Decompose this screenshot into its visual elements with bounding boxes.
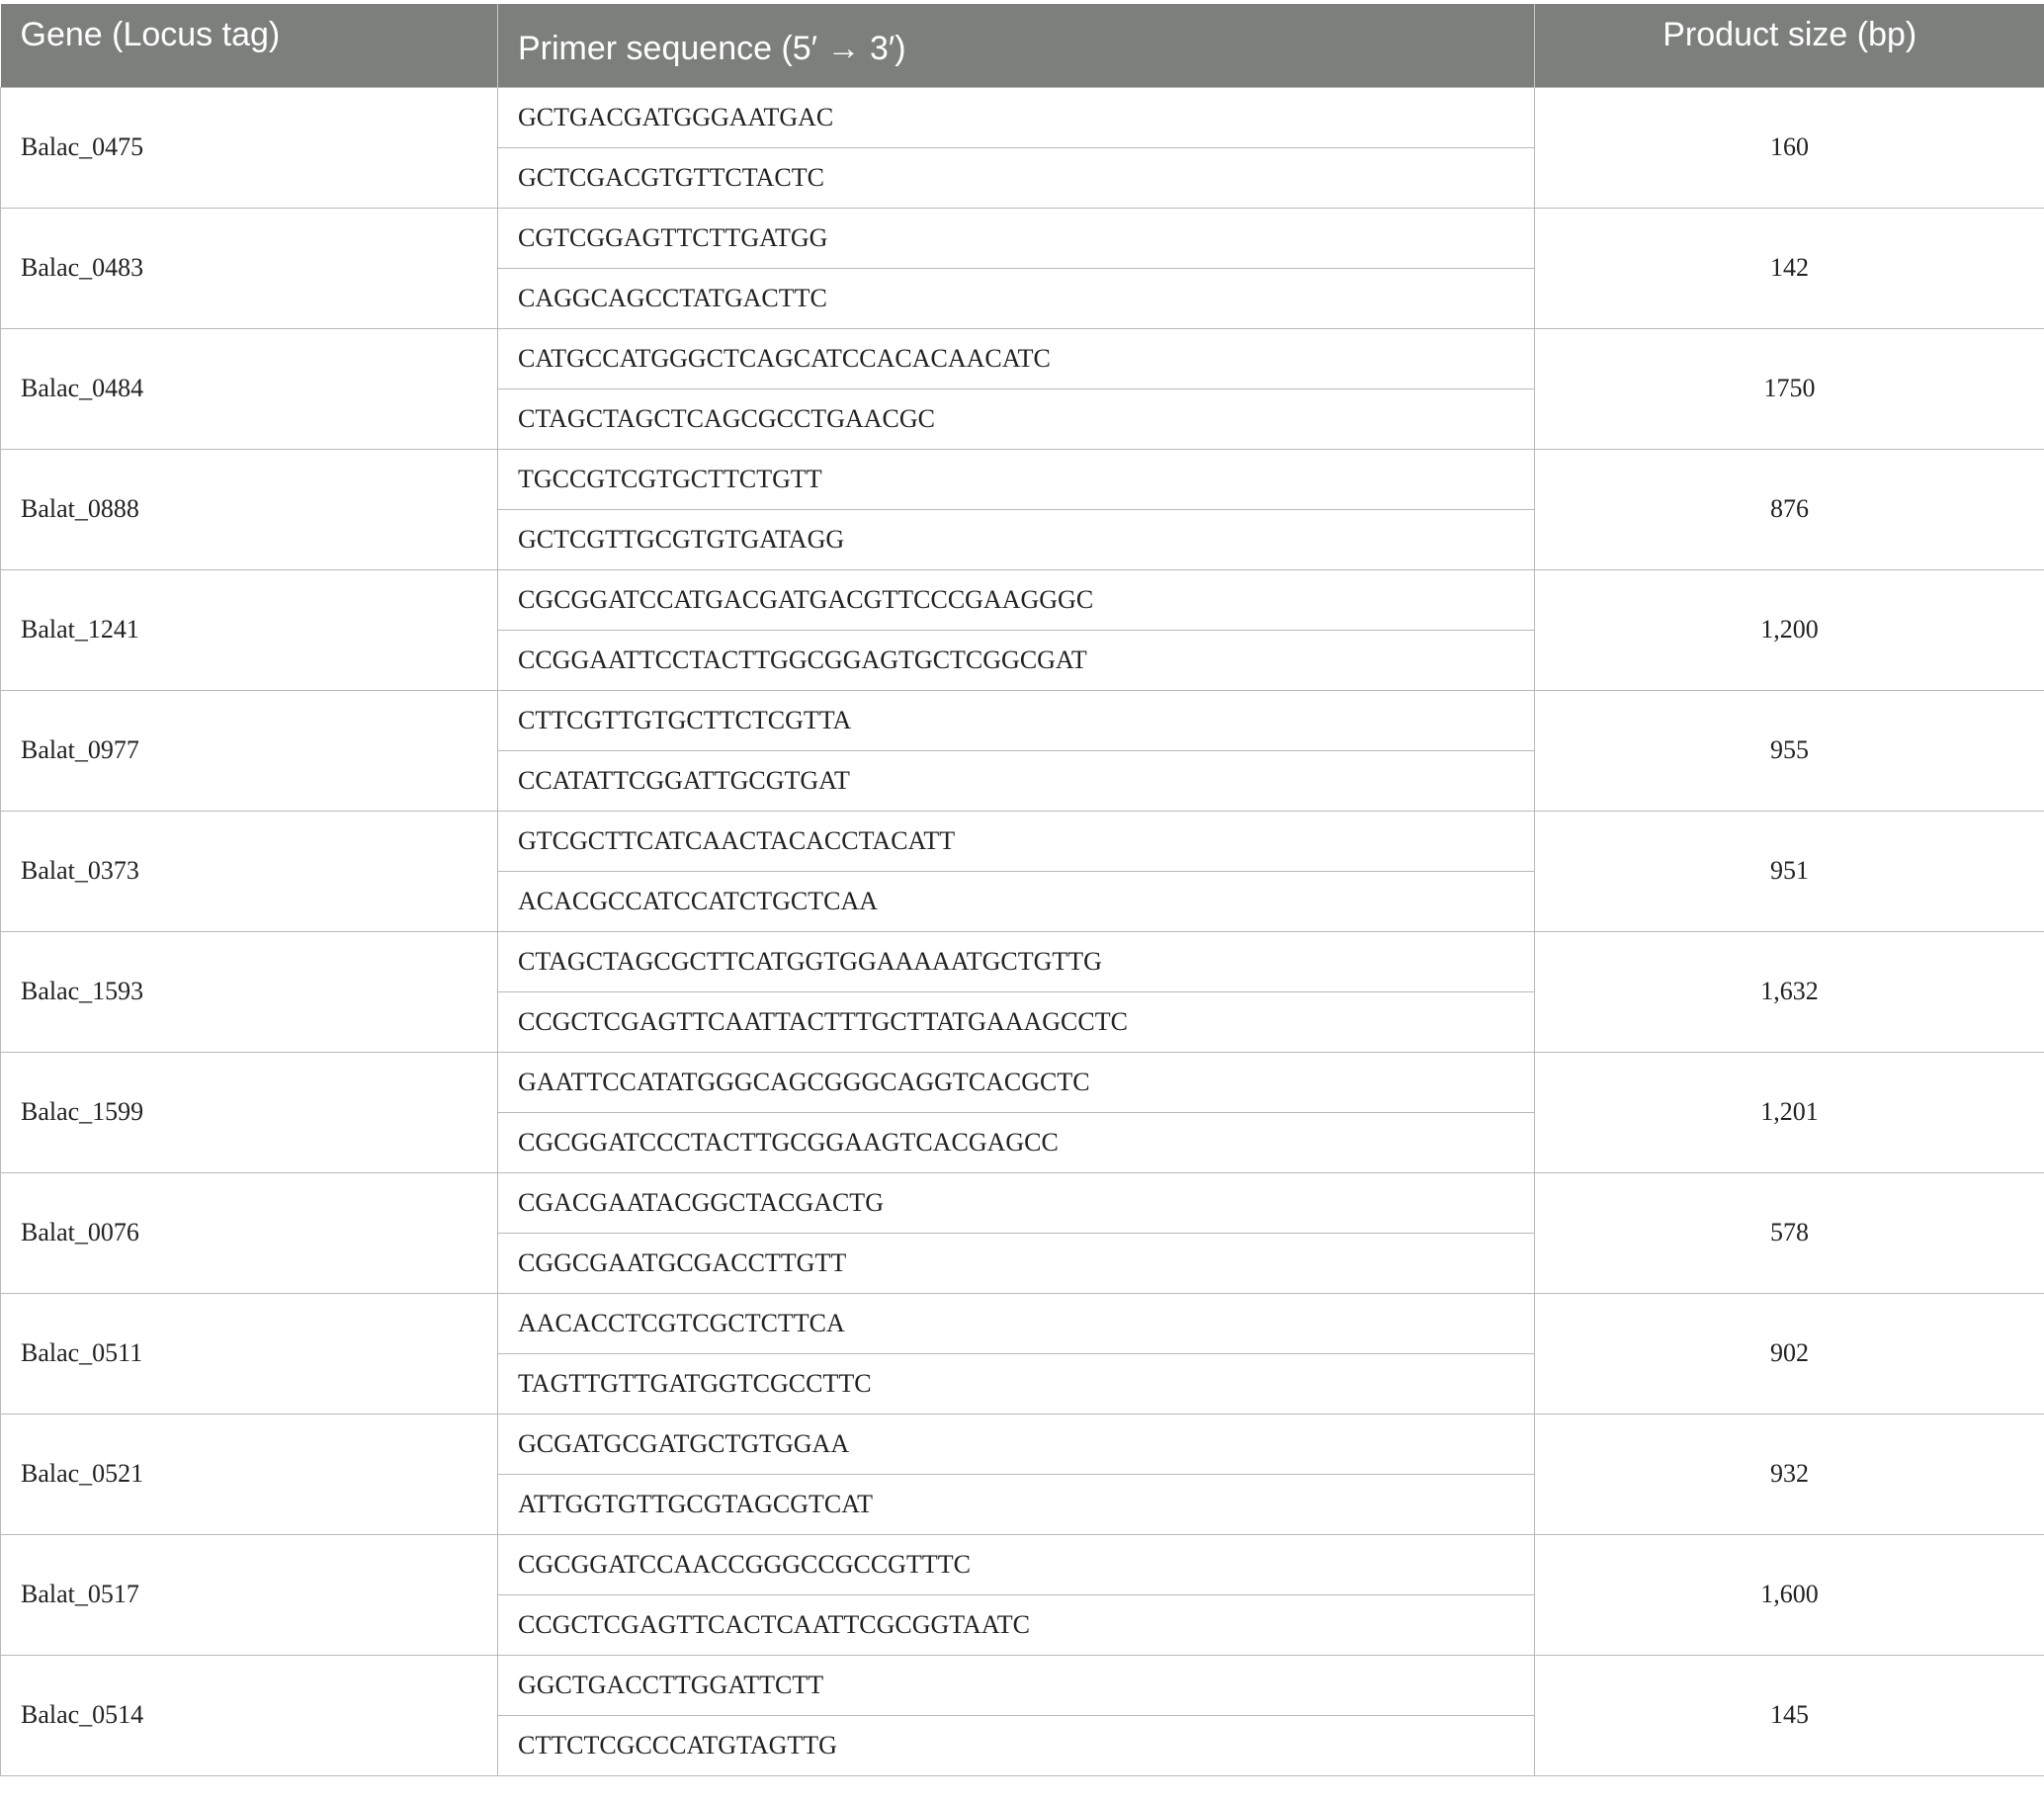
table-body — [1, 87, 2044, 1775]
gene-locus-tag: Balat_0888 — [1, 449, 498, 569]
table-row — [1, 1534, 2044, 1594]
product-size: 142 — [1535, 208, 2044, 328]
product-size: 876 — [1535, 449, 2044, 569]
gene-locus-tag: Balat_0373 — [1, 811, 498, 931]
table-row — [1, 449, 2044, 509]
reverse-primer: CCGGAATTCCTACTTGGCGGAGTGCTCGGCGAT — [498, 630, 1535, 690]
gene-locus-tag: Balac_0521 — [1, 1414, 498, 1534]
product-size: 951 — [1535, 811, 2044, 931]
reverse-primer: CTTCTCGCCCATGTAGTTG — [498, 1715, 1535, 1775]
forward-primer: TGCCGTCGTGCTTCTGTT — [498, 449, 1535, 509]
reverse-primer: CCATATTCGGATTGCGTGAT — [498, 750, 1535, 811]
header-primer-sequence: Primer sequence (5′ → 3′) — [498, 4, 1535, 87]
forward-primer: GGCTGACCTTGGATTCTT — [498, 1655, 1535, 1715]
forward-primer: CGCGGATCCAACCGGGCCGCCGTTTC — [498, 1534, 1535, 1594]
table-row — [1, 569, 2044, 630]
table-row — [1, 87, 2044, 147]
reverse-primer: CGGCGAATGCGACCTTGTT — [498, 1233, 1535, 1293]
table-row — [1, 1655, 2044, 1715]
table-row — [1, 1052, 2044, 1112]
table-row — [1, 931, 2044, 991]
header-product-size: Product size (bp) — [1535, 4, 2044, 87]
gene-locus-tag: Balac_0484 — [1, 328, 498, 449]
product-size: 1,600 — [1535, 1534, 2044, 1655]
gene-locus-tag: Balac_0511 — [1, 1293, 498, 1414]
forward-primer: CGCGGATCCATGACGATGACGTTCCCGAAGGGC — [498, 569, 1535, 630]
reverse-primer: CCGCTCGAGTTCACTCAATTCGCGGTAATC — [498, 1594, 1535, 1655]
forward-primer: CTTCGTTGTGCTTCTCGTTA — [498, 690, 1535, 750]
gene-locus-tag: Balat_0517 — [1, 1534, 498, 1655]
table-row — [1, 1414, 2044, 1474]
table-header — [1, 4, 2044, 87]
reverse-primer: CAGGCAGCCTATGACTTC — [498, 268, 1535, 328]
primer-table — [0, 4, 2044, 1776]
gene-locus-tag: Balac_0514 — [1, 1655, 498, 1775]
reverse-primer: GCTCGACGTGTTCTACTC — [498, 147, 1535, 208]
product-size: 955 — [1535, 690, 2044, 811]
forward-primer: CTAGCTAGCGCTTCATGGTGGAAAAATGCTGTTG — [498, 931, 1535, 991]
table-row — [1, 208, 2044, 268]
gene-locus-tag: Balac_1599 — [1, 1052, 498, 1172]
forward-primer: CATGCCATGGGCTCAGCATCCACACAACATC — [498, 328, 1535, 388]
reverse-primer: CTAGCTAGCTCAGCGCCTGAACGC — [498, 388, 1535, 449]
forward-primer: GCGATGCGATGCTGTGGAA — [498, 1414, 1535, 1474]
header-gene: Gene (Locus tag) — [1, 4, 498, 87]
reverse-primer: TAGTTGTTGATGGTCGCCTTC — [498, 1353, 1535, 1414]
product-size: 1,632 — [1535, 931, 2044, 1052]
gene-locus-tag: Balat_1241 — [1, 569, 498, 690]
product-size: 1,201 — [1535, 1052, 2044, 1172]
product-size: 1,200 — [1535, 569, 2044, 690]
gene-locus-tag: Balac_0483 — [1, 208, 498, 328]
product-size: 902 — [1535, 1293, 2044, 1414]
table-row — [1, 690, 2044, 750]
forward-primer: GTCGCTTCATCAACTACACCTACATT — [498, 811, 1535, 871]
forward-primer: AACACCTCGTCGCTCTTCA — [498, 1293, 1535, 1353]
gene-locus-tag: Balat_0977 — [1, 690, 498, 811]
gene-locus-tag: Balac_1593 — [1, 931, 498, 1052]
product-size: 932 — [1535, 1414, 2044, 1534]
table-row — [1, 328, 2044, 388]
product-size: 160 — [1535, 87, 2044, 208]
reverse-primer: CCGCTCGAGTTCAATTACTTTGCTTATGAAAGCCTC — [498, 991, 1535, 1052]
forward-primer: CGTCGGAGTTCTTGATGG — [498, 208, 1535, 268]
forward-primer: CGACGAATACGGCTACGACTG — [498, 1172, 1535, 1233]
product-size: 578 — [1535, 1172, 2044, 1293]
reverse-primer: ATTGGTGTTGCGTAGCGTCAT — [498, 1474, 1535, 1534]
forward-primer: GCTGACGATGGGAATGAC — [498, 87, 1535, 147]
gene-locus-tag: Balac_0475 — [1, 87, 498, 208]
product-size: 1750 — [1535, 328, 2044, 449]
table-row — [1, 811, 2044, 871]
gene-locus-tag: Balat_0076 — [1, 1172, 498, 1293]
reverse-primer: CGCGGATCCCTACTTGCGGAAGTCACGAGCC — [498, 1112, 1535, 1172]
reverse-primer: GCTCGTTGCGTGTGATAGG — [498, 509, 1535, 569]
header-row — [1, 4, 2044, 87]
table-row — [1, 1293, 2044, 1353]
table-row — [1, 1172, 2044, 1233]
reverse-primer: ACACGCCATCCATCTGCTCAA — [498, 871, 1535, 931]
product-size: 145 — [1535, 1655, 2044, 1775]
forward-primer: GAATTCCATATGGGCAGCGGGCAGGTCACGCTC — [498, 1052, 1535, 1112]
